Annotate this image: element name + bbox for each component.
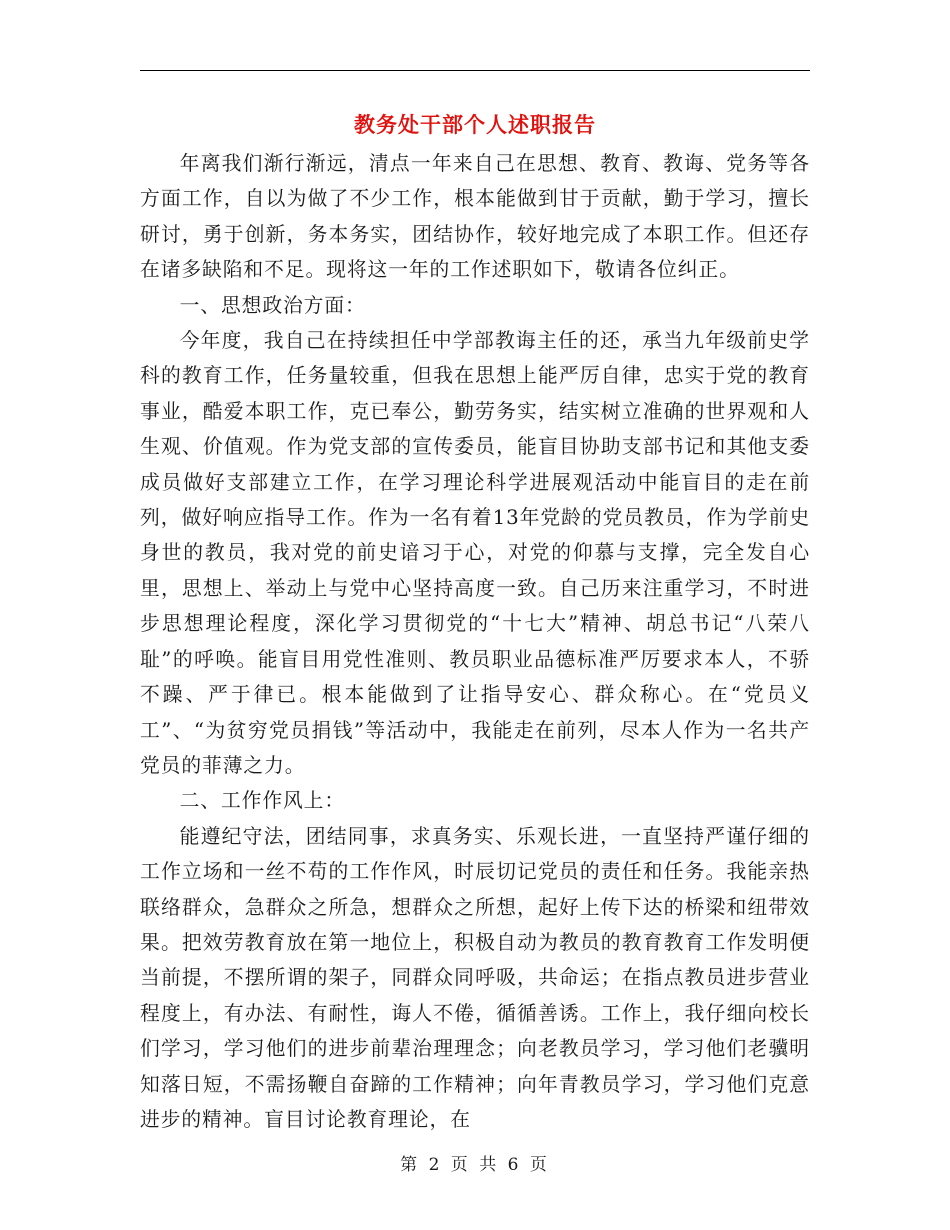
document-title: 教务处干部个人述职报告 [354,112,596,137]
section-heading-politics: 一、思想政治方面： [179,293,366,317]
paragraph-intro: 年离我们渐行渐远，清点一年来自己在思想、教育、教诲、党务等各方面工作，自以为做了不少工作，根本能做到甘于贡献，勤于学习，擅长研讨，勇于创新，务本务实，团结协作，较好地完成了本职工作。但还存在诸多缺陷和不足。现将这一年的工作述职如下，敬请各位纠正。 [140,152,810,282]
document-body [140,146,810,1137]
section-heading-work-style: 二、工作作风上： [179,789,346,813]
paragraph-politics: 今年度，我自己在持续担任中学部教诲主任的还，承当九年级前史学科的教育工作，任务量较重，但我在思想上能严厉自律，忠实于党的教育事业，酷爱本职工作，克已奉公，勤劳务实，结实树立准确的世界观和人生观、价值观。作为党支部的宣传委员，能盲目协助支部书记和其他支委成员做好支部建立工作，在学习理论科学进展观活动中能盲目的走在前列，做好响应指导工作。作为一名有着13年党龄的党员教员，作为学前史身世的教员，我对党的前史谙习于心，对党的仰慕与支撑，完全发自心里，思想上、举动上与党中心坚持高度一致。自己历来注重学习，不时进步思想理论程度，深化学习贯彻党的“十七大”精神、胡总书记“八荣八耻”的呼唤。能盲目用党性准则、教员职业品德标准严厉要求本人，不骄不躁、严于律已。根本能做到了让指导安心、群众称心。在“党员义工”、“为贫穷党员捐钱”等活动中，我能走在前列，尽本人作为一名共产党员的菲薄之力。 [140,329,810,777]
paragraph-work-style: 能遵纪守法，团结同事，求真务实、乐观长进，一直坚持严谨仔细的工作立场和一丝不苟的工作作风，时辰切记党员的责任和任务。我能亲热联络群众，急群众之所急，想群众之所想，起好上传下达的桥梁和纽带效果。把效劳教育放在第一地位上，积极自动为教员的教育教育工作发明便当前提，不摆所谓的架子，同群众同呼吸，共命运；在指点教员进步营业程度上，有办法、有耐性，诲人不倦，循循善诱。工作上，我仔细向校长们学习，学习他们的进步前辈治理理念；向老教员学习，学习他们老骥明知落日短，不需扬鞭自奋蹄的工作精神；向年青教员学习，学习他们克意进步的精神。盲目讨论教育理论，在 [140,824,810,1131]
header-rule [140,70,810,71]
page-footer: 第 2 页 共 6 页 [400,1155,550,1175]
